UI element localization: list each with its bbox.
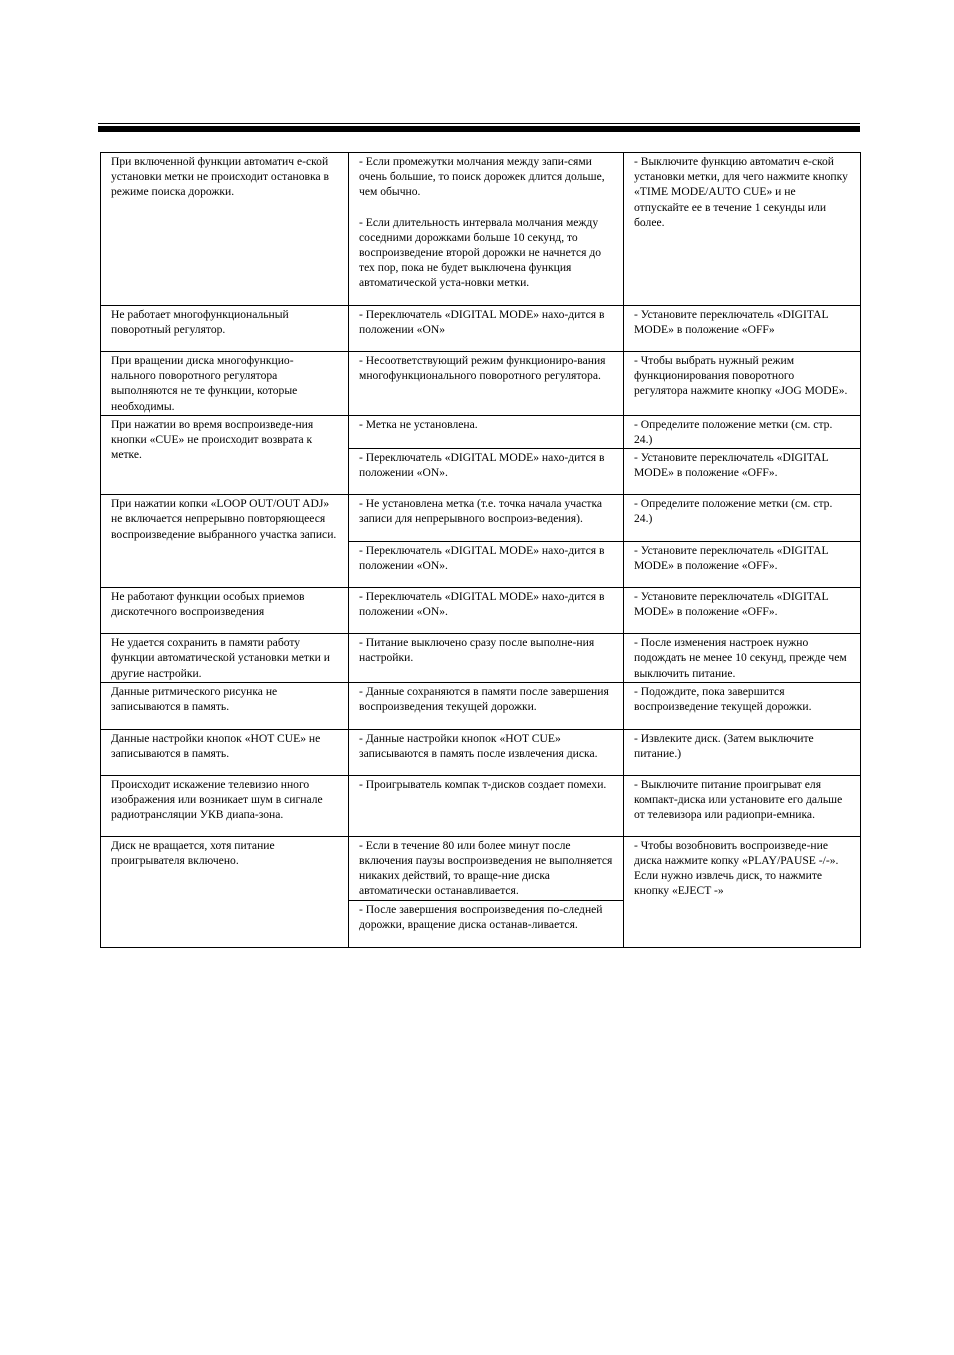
troubleshooting-table [100, 152, 861, 948]
cause-cell: - Данные сохраняются в памяти после завершения воспроизведения текущей дорожки. [349, 682, 624, 729]
remedy-cell: - Выключите питание проигрыват еля компакт-диска или установите его дальше от телевизора или радиопри-емника. [624, 775, 861, 836]
table-row [101, 836, 861, 900]
remedy-cell: - Чтобы возобновить воспроизведе-ние диска нажмите копку «PLAY/PAUSE -/-». Если нужно извлечь диск, то нажмите кнопку «EJECT -» [624, 836, 861, 947]
problem-cell: При вращении диска многофункцио-нального поворотного регулятора выполняются не те функции, которые необходимы. [101, 352, 349, 416]
problem-cell: При нажатии копки «LOOP OUT/OUT ADJ» не включается непрерывно повторяющееся воспроизведение выбранного участка записи. [101, 495, 349, 588]
remedy-cell: - Выключите функцию автоматич е-ской установки метки, для чего нажмите кнопку «TIME MODE/AUTO CUE» и не отпускайте ее в течение 1 секунды или более. [624, 153, 861, 306]
cause-cell: - Переключатель «DIGITAL MODE» нахо-дится в положении «ON». [349, 588, 624, 634]
remedy-cell: - Установите переключатель «DIGITAL MODE» в положение «OFF». [624, 449, 861, 495]
cause-cell: - Проигрыватель компак т-дисков создает помехи. [349, 775, 624, 836]
table-row [101, 775, 861, 836]
table-row [101, 729, 861, 775]
table-row [101, 588, 861, 634]
problem-cell: Данные ритмического рисунка не записываются в память. [101, 682, 349, 729]
remedy-cell: - Извлеките диск. (Затем выключите питание.) [624, 729, 861, 775]
cause-text: - Если длительность интервала молчания между соседними дорожками больше 10 секунд, то воспроизведение второй дорожки не начнется до тех пор, пока не будет выключена функция автоматической уста-новки метки. [359, 215, 602, 290]
remedy-cell: - Установите переключатель «DIGITAL MODE» в положение «OFF» [624, 306, 861, 352]
cause-cell: - Метка не установлена. [349, 415, 624, 448]
problem-cell: При включенной функции автоматич е-ской установки метки не происходит остановка в режиме поиска дорожки. [101, 153, 349, 306]
table-row [101, 495, 861, 542]
table-row [101, 306, 861, 352]
problem-cell: Не удается сохранить в памяти работу функции автоматической установки метки и другие настройки. [101, 634, 349, 683]
cause-cell: - После завершения воспроизведения по-следней дорожки, вращение диска останав-ливается. [349, 900, 624, 947]
problem-cell: Не работает многофункциональный поворотный регулятор. [101, 306, 349, 352]
table-row [101, 153, 861, 306]
cause-cell [349, 153, 624, 306]
cause-cell: - Переключатель «DIGITAL MODE» нахо-дится в положении «ON». [349, 542, 624, 588]
remedy-cell: - Чтобы выбрать нужный режим функционирования поворотного регулятора нажмите кнопку «JOG MODE». [624, 352, 861, 416]
problem-cell: Происходит искажение телевизио нного изображения или возникает шум в сигнале радиотрансляции УКВ диапа-зона. [101, 775, 349, 836]
header-rule-thick [98, 126, 860, 132]
table-row [101, 634, 861, 683]
remedy-cell: - Определите положение метки (см. стр. 24.) [624, 495, 861, 542]
remedy-cell: - После изменения настроек нужно подождать не менее 10 секунд, прежде чем выключить питание. [624, 634, 861, 683]
header-rule-thin [98, 123, 860, 124]
cause-cell: - Не установлена метка (т.е. точка начала участка записи для непрерывного воспроиз-ведения). [349, 495, 624, 542]
cause-cell: - Несоответствующий режим функциониро-вания многофункционального поворотного регулятора. [349, 352, 624, 416]
remedy-cell: - Установите переключатель «DIGITAL MODE» в положение «OFF». [624, 588, 861, 634]
problem-cell: Данные настройки кнопок «HOT CUE» не записываются в память. [101, 729, 349, 775]
cause-text: - Если промежутки молчания между запи-сями очень большие, то поиск дорожек длится дольше, чем обычно. [359, 155, 605, 199]
remedy-cell: - Установите переключатель «DIGITAL MODE» в положение «OFF». [624, 542, 861, 588]
cause-cell: - Питание выключено сразу после выполне-ния настройки. [349, 634, 624, 683]
cause-cell: - Переключатель «DIGITAL MODE» нахо-дится в положении «ON» [349, 306, 624, 352]
remedy-cell: - Подождите, пока завершится воспроизведение текущей дорожки. [624, 682, 861, 729]
table-row [101, 415, 861, 448]
remedy-cell: - Определите положение метки (см. стр. 24.) [624, 415, 861, 448]
cause-cell: - Данные настройки кнопок «HOT CUE» записываются в память после извлечения диска. [349, 729, 624, 775]
problem-cell: Не работают функции особых приемов дискотечного воспроизведения [101, 588, 349, 634]
problem-cell: Диск не вращается, хотя питание проигрывателя включено. [101, 836, 349, 947]
table-row [101, 682, 861, 729]
cause-cell: - Переключатель «DIGITAL MODE» нахо-дится в положении «ON». [349, 449, 624, 495]
cause-cell: - Если в течение 80 или более минут после включения паузы воспроизведения не выполняется никаких действий, то враще-ние диска автоматически останавливается. [349, 836, 624, 900]
problem-cell: При нажатии во время воспроизведе-ния кнопки «CUE» не происходит возврата к метке. [101, 415, 349, 494]
table-row [101, 352, 861, 416]
